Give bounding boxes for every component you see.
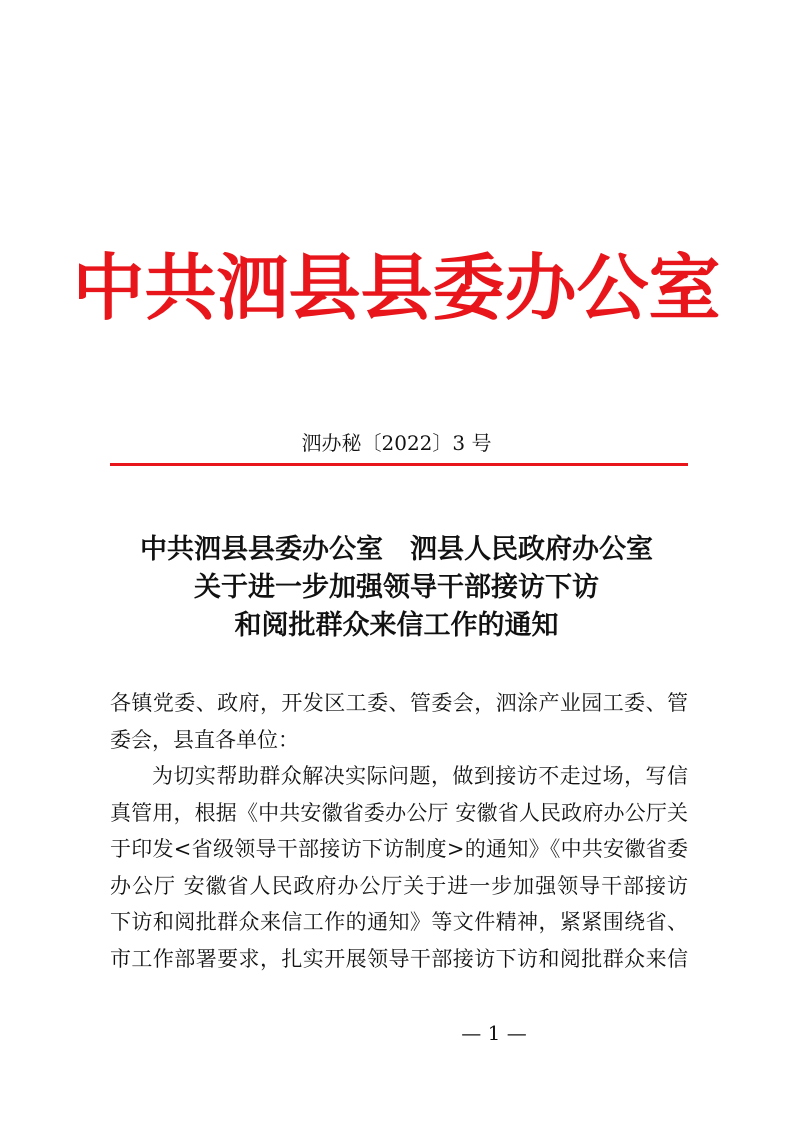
- masthead-title: 中共泗县县委办公室: [72, 246, 721, 330]
- document-number: 泗办秘〔2022〕3 号: [301, 431, 492, 455]
- salutation-line: 委会，县直各单位：: [110, 727, 299, 752]
- title-line: 关于进一步加强领导干部接访下访: [194, 572, 599, 603]
- salutation-line: 各镇党委、政府，开发区工委、管委会，泗涂产业园工委、管: [110, 691, 688, 715]
- paragraph-line: 市工作部署要求，扎实开展领导干部接访下访和阅批群众来信: [110, 946, 688, 971]
- title-line: 中共泗县县委办公室 泗县人民政府办公室: [140, 534, 653, 565]
- paragraph-line: 下访和阅批群众来信工作的通知》等文件精神，紧紧围绕省、: [110, 910, 688, 934]
- document-body: [110, 685, 688, 977]
- paragraph-line: 为切实帮助群众解决实际问题，做到接访不走过场，写信: [152, 764, 688, 788]
- page-number: — 1 —: [461, 1021, 527, 1045]
- document-title: [0, 531, 793, 645]
- paragraph-line: 办公厅 安徽省人民政府办公厅关于进一步加强领导干部接访: [110, 873, 688, 898]
- title-line: 和阅批群众来信工作的通知: [234, 610, 559, 641]
- red-divider-line: [110, 463, 688, 466]
- paragraph-line: 真管用，根据《中共安徽省委办公厅 安徽省人民政府办公厅关: [110, 800, 688, 825]
- paragraph-line: 于印发<省级领导干部接访下访制度>的通知》《中共安徽省委: [110, 837, 688, 861]
